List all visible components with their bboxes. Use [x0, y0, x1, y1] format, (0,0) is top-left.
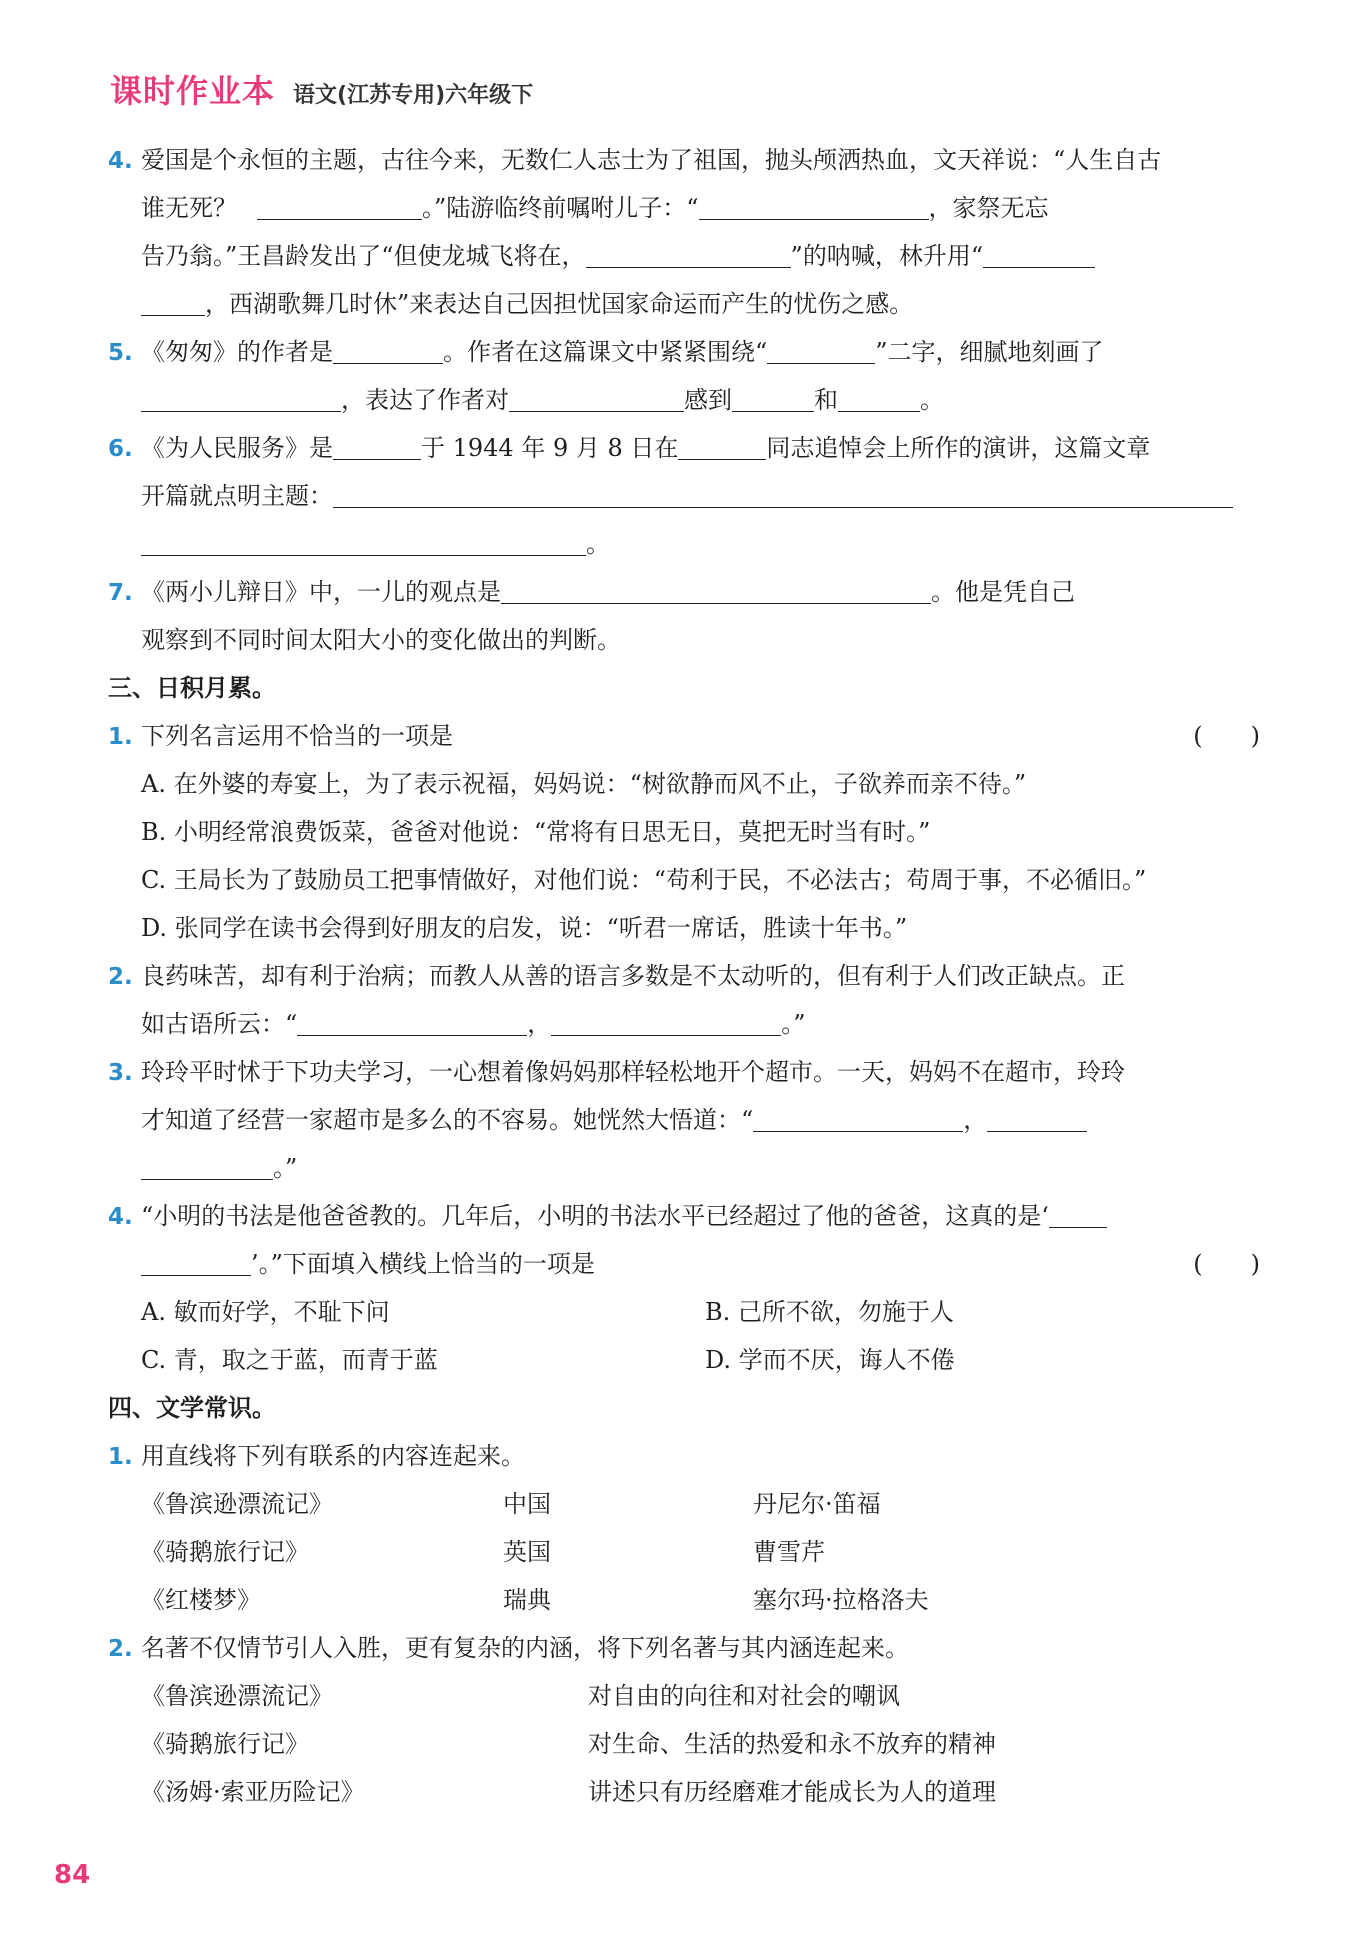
s4q2-stem: 2. 名著不仅情节引人入胜，更有复杂的内涵，将下列名著与其内涵连起来。 [108, 1624, 1260, 1672]
s4q1-number: 1. [108, 1444, 133, 1470]
s3q4-line-1: 4. “小明的书法是他爸爸教的。几年后，小明的书法水平已经超过了他的爸爸，这真的是‘ [108, 1192, 1260, 1240]
q4-line-4: ，西湖歌舞几时休”来表达自己因担忧国家命运而产生的忧伤之感。 [108, 280, 1260, 328]
author-item[interactable]: 塞尔玛·拉格洛夫 [753, 1586, 929, 1614]
section-3-title: 三、日积月累。 [108, 674, 276, 702]
q6-number: 6. [108, 436, 133, 462]
fill-blank[interactable] [509, 383, 684, 412]
s4q1-row [108, 1576, 1260, 1624]
s3q4-number: 4. [108, 1204, 133, 1230]
book-item[interactable]: 《骑鹅旅行记》 [141, 1538, 309, 1566]
s3q4-option-b[interactable]: B. 己所不欲，勿施于人 [705, 1298, 954, 1326]
q4-number: 4. [108, 148, 133, 174]
worksheet-content [108, 136, 1260, 1816]
s4q2-row [108, 1720, 1260, 1768]
page-header [110, 66, 534, 110]
s3q4-option-a[interactable]: A. 敏而好学，不耻下问 [141, 1298, 390, 1326]
fill-blank[interactable] [551, 1007, 781, 1036]
s3q1-option-a[interactable]: A. 在外婆的寿宴上，为了表示祝福，妈妈说：“树欲静而风不止，子欲养而亲不待。” [141, 770, 1027, 798]
s3q1-stem: 1. 下列名言运用不恰当的一项是 ( ) [108, 712, 1260, 760]
s3q1-number: 1. [108, 724, 133, 750]
s3q1-option-c[interactable]: C. 王局长为了鼓励员工把事情做好，对他们说：“苟利于民，不必法古；苟周于事，不必循旧。” [141, 866, 1147, 894]
fill-blank[interactable] [678, 431, 766, 460]
s3q1-option-b[interactable]: B. 小明经常浪费饭菜，爸爸对他说：“常将有日思无日，莫把无时当有时。” [141, 818, 931, 846]
q6-line-1: 6. 《为人民服务》是 于 1944 年 9 月 8 日在 同志追悼会上所作的演讲，这篇文章 [108, 424, 1260, 472]
s3q4-options-cd [108, 1336, 1260, 1384]
meaning-item[interactable]: 对生命、生活的热爱和永不放弃的精神 [588, 1730, 996, 1758]
s3q2-line-1: 2. 良药味苦，却有利于治病；而教人从善的语言多数是不太动听的，但有利于人们改正缺点。正 [108, 952, 1260, 1000]
fill-blank[interactable] [501, 575, 931, 604]
fill-blank[interactable] [838, 383, 920, 412]
country-item[interactable]: 英国 [503, 1538, 551, 1566]
fill-blank[interactable] [333, 431, 421, 460]
s4q1-stem: 1. 用直线将下列有联系的内容连起来。 [108, 1432, 1260, 1480]
fill-blank[interactable] [257, 191, 422, 220]
q4-line-1: 4. 爱国是个永恒的主题，古往今来，无数仁人志士为了祖国，抛头颅洒热血，文天祥说：“人生自古 [108, 136, 1260, 184]
s3q3-number: 3. [108, 1060, 133, 1086]
fill-blank[interactable] [141, 1151, 273, 1180]
answer-paren[interactable]: ( ) [1193, 1250, 1260, 1278]
page-number: 84 [54, 1860, 91, 1890]
book-item[interactable]: 《汤姆·索亚历险记》 [141, 1778, 365, 1806]
s3q3-line-1: 3. 玲玲平时怵于下功夫学习，一心想着像妈妈那样轻松地开个超市。一天，妈妈不在超市，玲玲 [108, 1048, 1260, 1096]
fill-blank[interactable] [297, 1007, 527, 1036]
subject-title: 语文(江苏专用)六年级下 [293, 83, 534, 108]
fill-blank[interactable] [767, 335, 875, 364]
fill-blank[interactable] [699, 191, 929, 220]
fill-blank[interactable] [141, 287, 205, 316]
q6-line-2: 开篇就点明主题： [108, 472, 1260, 520]
fill-blank[interactable] [141, 383, 341, 412]
q5-number: 5. [108, 340, 133, 366]
fill-blank[interactable] [732, 383, 814, 412]
book-item[interactable]: 《鲁滨逊漂流记》 [141, 1682, 333, 1710]
s3q1-option-d[interactable]: D. 张同学在读书会得到好朋友的启发，说：“听君一席话，胜读十年书。” [141, 914, 908, 942]
q4-line-2: 谁无死？ 。”陆游临终前嘱咐儿子：“ ，家祭无忘 [108, 184, 1260, 232]
fill-blank[interactable] [1049, 1199, 1107, 1228]
fill-blank[interactable] [987, 1103, 1087, 1132]
s3q4-options-ab [108, 1288, 1260, 1336]
fill-blank[interactable] [753, 1103, 963, 1132]
s3q4-line-2: ’。”下面填入横线上恰当的一项是 ( ) [108, 1240, 1260, 1288]
author-item[interactable]: 曹雪芹 [753, 1538, 825, 1566]
s3q2-line-2: 如古语所云：“ ， 。” [108, 1000, 1260, 1048]
q7-number: 7. [108, 580, 133, 606]
country-item[interactable]: 中国 [503, 1490, 551, 1518]
fill-blank[interactable] [141, 1247, 251, 1276]
q7-line-1: 7. 《两小儿辩日》中，一儿的观点是 。他是凭自己 [108, 568, 1260, 616]
brand-title: 课时作业本 [110, 72, 276, 110]
q4-line-3: 告乃翁。”王昌龄发出了“但使龙城飞将在， ”的呐喊，林升用“ [108, 232, 1260, 280]
meaning-item[interactable]: 讲述只有历经磨难才能成长为人的道理 [588, 1778, 996, 1806]
s3q3-line-2: 才知道了经营一家超市是多么的不容易。她恍然大悟道：“ ， [108, 1096, 1260, 1144]
meaning-item[interactable]: 对自由的向往和对社会的嘲讽 [588, 1682, 900, 1710]
book-item[interactable]: 《骑鹅旅行记》 [141, 1730, 309, 1758]
q7-line-2: 观察到不同时间太阳大小的变化做出的判断。 [141, 626, 621, 654]
s4q2-row [108, 1768, 1260, 1816]
fill-blank[interactable] [141, 527, 586, 556]
s4q2-row [108, 1672, 1260, 1720]
s3q4-option-c[interactable]: C. 青，取之于蓝，而青于蓝 [141, 1346, 438, 1374]
q5-line-1: 5. 《匆匆》的作者是 。作者在这篇课文中紧紧围绕“ ”二字，细腻地刻画了 [108, 328, 1260, 376]
fill-blank[interactable] [586, 239, 791, 268]
book-item[interactable]: 《红楼梦》 [141, 1586, 261, 1614]
s3q3-line-3: 。” [108, 1144, 1260, 1192]
fill-blank[interactable] [333, 479, 1233, 508]
s4q1-row [108, 1528, 1260, 1576]
fill-blank[interactable] [983, 239, 1095, 268]
book-item[interactable]: 《鲁滨逊漂流记》 [141, 1490, 333, 1518]
answer-paren[interactable]: ( ) [1193, 722, 1260, 750]
s4q1-row [108, 1480, 1260, 1528]
q5-line-2: ，表达了作者对 感到 和 。 [108, 376, 1260, 424]
s4q2-number: 2. [108, 1636, 133, 1662]
s3q4-option-d[interactable]: D. 学而不厌，诲人不倦 [705, 1346, 955, 1374]
country-item[interactable]: 瑞典 [503, 1586, 551, 1614]
s3q2-number: 2. [108, 964, 133, 990]
section-4-title: 四、文学常识。 [108, 1394, 276, 1422]
q6-line-3: 。 [108, 520, 1260, 568]
fill-blank[interactable] [333, 335, 443, 364]
author-item[interactable]: 丹尼尔·笛福 [753, 1490, 881, 1518]
